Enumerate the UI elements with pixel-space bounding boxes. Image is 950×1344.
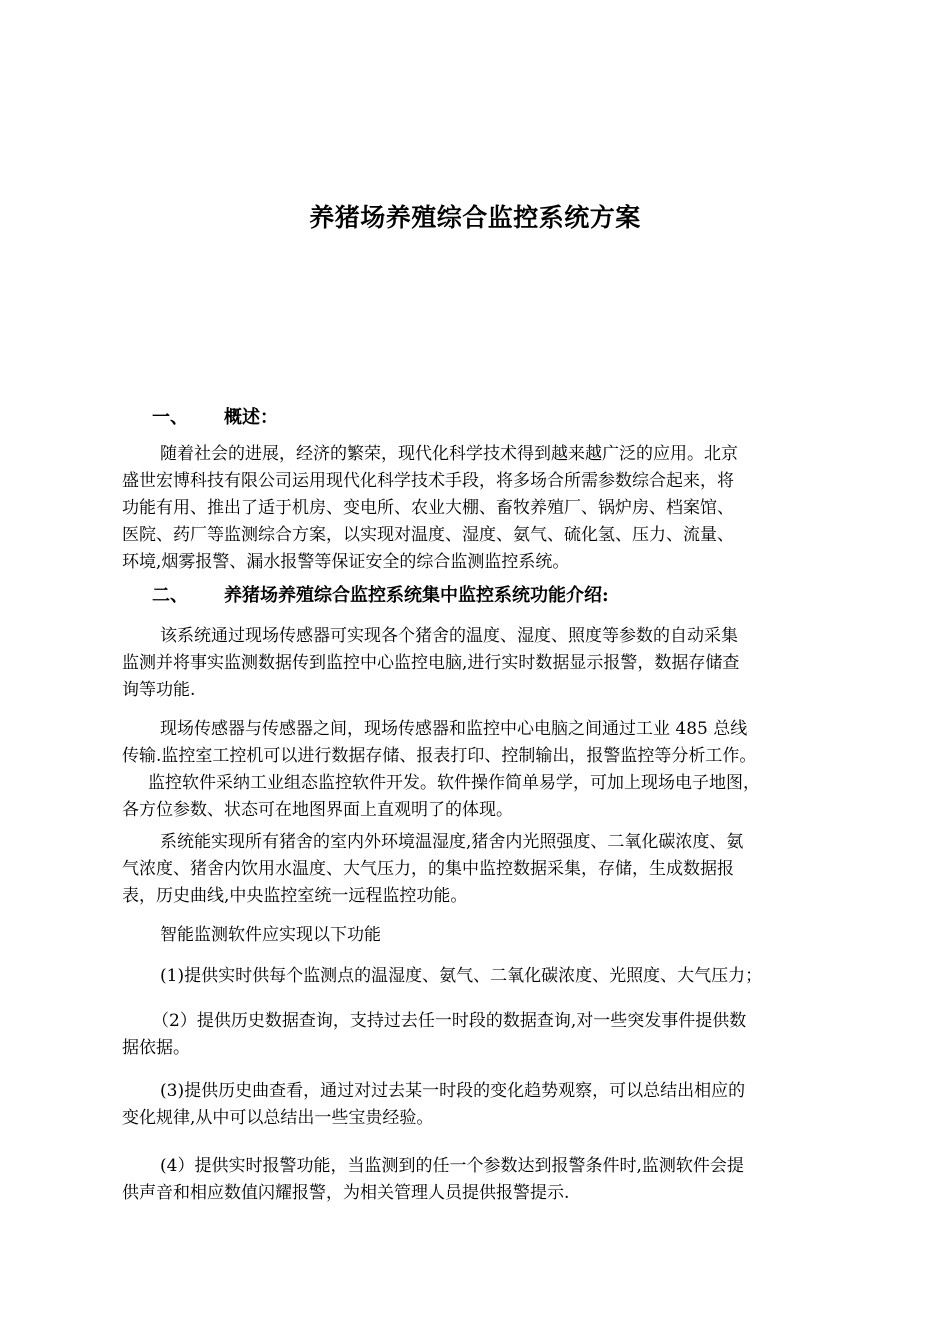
section-1-number: 一、 — [152, 407, 188, 428]
overview-line: 盛世宏博科技有限公司运用现代化科学技术手段，将多场合所需参数综合起来，将 — [122, 471, 734, 491]
software-functions-intro: 智能监测软件应实现以下功能 — [160, 925, 381, 945]
system-paragraph-2: 现场传感器与传感器之间，现场传感器和监控中心电脑之间通过工业 485 总线 传输.监控室工控机可以进行数据存储、报表打印、控制输出，报警监控等分析工作。 监控软件采纳工业组态监控软件开发。软件操作简单易学，可加上现场电子地图， 各方位参数、状态可在地图界面上直观明了的体现。 — [122, 719, 760, 820]
section-1-heading — [152, 405, 278, 431]
function-item-2: （2）提供历史数据查询，支持过去任一时段的数据查询,对一些突发事件提供数 据依据。 — [122, 1011, 747, 1058]
section-2-heading — [152, 583, 609, 609]
section-1-title: 概述： — [224, 407, 278, 428]
function-item-3: (3)提供历史曲查看，通过对过去某一时段的变化趋势观察，可以总结出相应的 变化规律,从中可以总结出一些宝贵经验。 — [122, 1081, 746, 1128]
overview-paragraph — [122, 441, 830, 576]
section-2-title: 养猪场养殖综合监控系统集中监控系统功能介绍: — [224, 585, 609, 606]
overview-line: 功能有用、推出了适于机房、变电所、农业大棚、畜牧养殖厂、锅炉房、档案馆、 — [122, 498, 734, 518]
system-paragraph-1: 该系统通过现场传感器可实现各个猪舍的温度、湿度、照度等参数的自动采集 监测并将事实监测数据传到监控中心监控电脑,进行实时数据显示报警，数据存储查 询等功能. — [122, 626, 740, 700]
overview-line: 随着社会的进展，经济的繁荣，现代化科学技术得到越来越广泛的应用。北京 — [160, 444, 738, 464]
section-2-number: 二、 — [152, 585, 188, 606]
overview-line: 医院、药厂等监测综合方案，以实现对温度、湿度、氨气、硫化氢、压力、流量、 — [122, 525, 734, 545]
function-item-4: (4）提供实时报警功能，当监测到的任一个参数达到报警条件时,监测软件会提 供声音和相应数值闪耀报警，为相关管理人员提供报警提示. — [122, 1156, 744, 1203]
function-item-1: (1)提供实时供每个监测点的温湿度、氨气、二氧化碳浓度、光照度、大气压力； — [160, 966, 763, 986]
document-title: 养猪场养殖综合监控系统方案 — [309, 203, 641, 232]
system-paragraph-3: 系统能实现所有猪舍的室内外环境温湿度,猪舍内光照强度、二氧化碳浓度、氨 气浓度、猪舍内饮用水温度、大气压力，的集中监控数据采集，存储，生成数据报 表，历史曲线,中央监控室统一远程监控功能。 — [122, 832, 744, 906]
overview-line: 环境,烟雾报警、漏水报警等保证安全的综合监测监控系统。 — [122, 552, 570, 572]
